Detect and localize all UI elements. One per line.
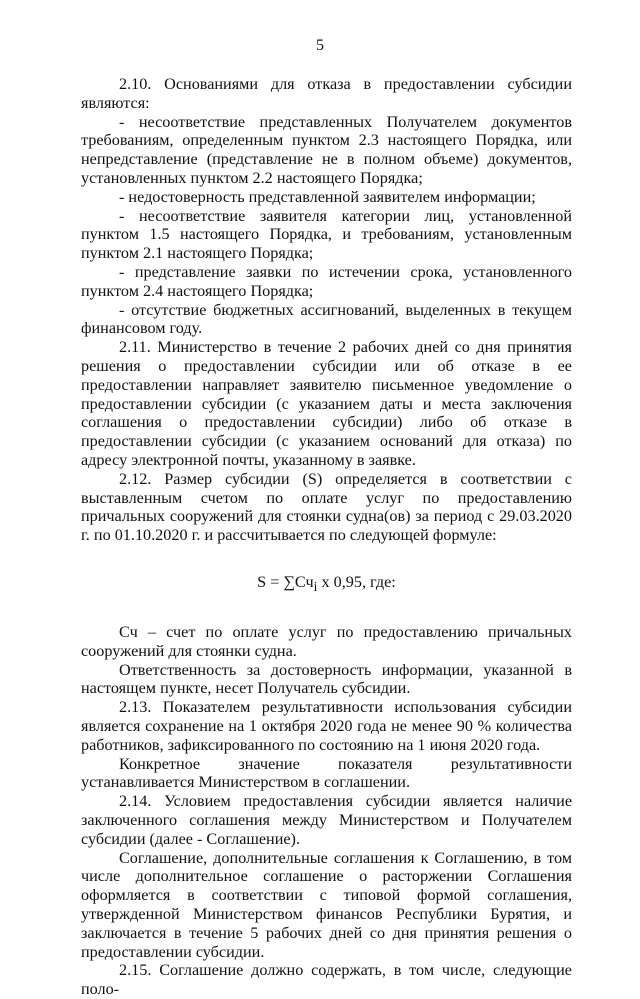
paragraph-2-11: 2.11. Министерство в течение 2 рабочих дней со дня принятия решения о предоставлении субсидии или об отказе в ее предоставлении направляет заявителю письменное уведомление о предоставлении субсидии (с указанием даты и места заключения соглашения о предоставлении субсидии) либо об отказе в предоставлении субсидии (с указанием оснований для отказа) по адресу электронной почты, указанному в заявке. [81, 338, 572, 469]
subsidy-formula [81, 573, 572, 597]
formula-tail: х 0,95, где: [317, 572, 396, 591]
page-number: 5 [316, 37, 324, 54]
paragraph-2-12: 2.12. Размер субсидии (S) определяется в соответствии с выставленным счетом по оплате услуг по предоставлению причальных сооружений для стоянки судна(ов) за период с 29.03.2020 г. по 01.10.2020 г. и рассчитывается по следующей формуле: [81, 469, 572, 545]
document-body [81, 75, 572, 999]
paragraph-2-10-item-4: - представление заявки по истечении срока, установленного пунктом 2.4 настоящего Порядка; [81, 262, 572, 300]
formula-definition: Сч – счет по оплате услуг по предоставлению причальных сооружений для стоянки судна. [81, 622, 572, 660]
paragraph-2-14: 2.14. Условием предоставления субсидии является наличие заключенного соглашения между Министерством и Получателем субсидии (далее - Соглашение). [81, 792, 572, 848]
paragraph-2-10-item-5: - отсутствие бюджетных ассигнований, выделенных в текущем финансовом году. [81, 300, 572, 338]
paragraph-agreement-form: Соглашение, дополнительные соглашения к Соглашению, в том числе дополнительное соглашение о расторжении Соглашения оформляется в соответствии с типовой формой соглашения, утвержденной Министерством финансов Республики Бурятия, и заключается в течение 5 рабочих дней со дня принятия решения о предоставлении субсидии. [81, 848, 572, 961]
paragraph-responsibility: Ответственность за достоверность информации, указанной в настоящем пункте, несет Получатель субсидии. [81, 660, 572, 698]
paragraph-2-15: 2.15. Соглашение должно содержать, в том числе, следующие поло- [81, 961, 572, 999]
paragraph-indicator-value: Конкретное значение показателя результативности устанавливается Министерством в соглашении. [81, 754, 572, 792]
paragraph-2-10-item-1: - несоответствие представленных Получателем документов требованиям, определенным пунктом 2.3 настоящего Порядка, или непредставление (представление не в полном объеме) документов, установленных пунктом 2.2 настоящего Порядка; [81, 112, 572, 187]
formula-main: S = ∑Сч [257, 572, 314, 591]
paragraph-2-10-item-2: - недостоверность представленной заявителем информации; [119, 187, 536, 206]
paragraph-2-10: 2.10. Основаниями для отказа в предоставлении субсидии являются: [81, 75, 572, 112]
paragraph-2-13: 2.13. Показателем результативности использования субсидии является сохранение на 1 октября 2020 года не менее 90 % количества работников, зафиксированного по состоянию на 1 июня 2020 года. [81, 698, 572, 754]
paragraph-2-10-item-3: - несоответствие заявителя категории лиц, установленной пунктом 1.5 настоящего Порядка, и требованиям, установленным пунктом 2.1 настоящего Порядка; [81, 206, 572, 263]
formula-subscript: i [313, 579, 318, 595]
